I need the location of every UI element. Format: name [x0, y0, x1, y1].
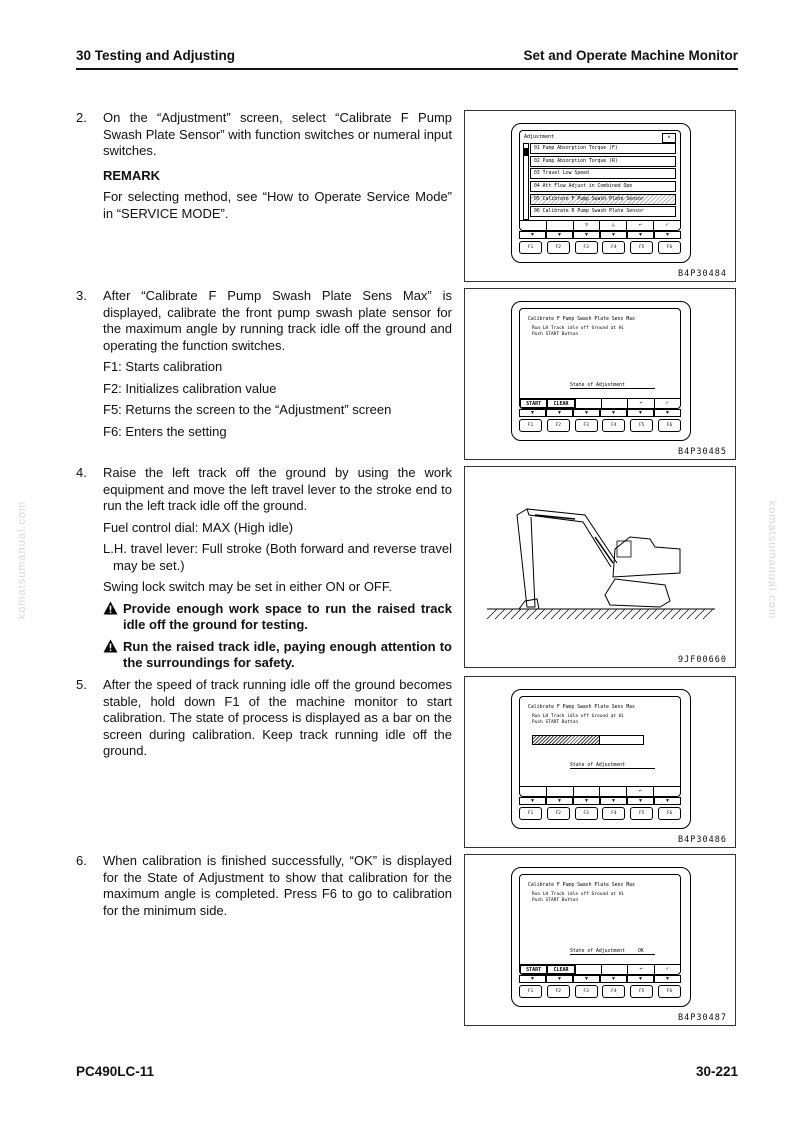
monitor-screen	[519, 308, 681, 409]
watermark-right: komatsumanual.com	[766, 500, 778, 620]
soft-key-row	[520, 964, 680, 974]
warning-icon	[103, 639, 118, 658]
step-text: Raise the left track off the ground by using the work equipment and move the left travel lever to the stroke end to run the left track idle off the ground.	[103, 465, 452, 513]
figure-code: 9JF00660	[678, 655, 727, 665]
clear-softkey: CLEAR	[547, 965, 574, 974]
travel-lever-setting: L.H. travel lever: Full stroke (Both forward and reverse travel may be set.)	[103, 541, 452, 573]
screen-title: Calibrate F Pump Swash Plate Sens Max	[528, 317, 635, 322]
figure-calibration-ok-screen	[464, 854, 736, 1026]
return-icon: ↩	[627, 399, 653, 408]
model-name: PC490LC-11	[76, 1064, 155, 1079]
monitor-screen	[519, 696, 681, 797]
remark-label: REMARK	[103, 167, 161, 183]
soft-key-row	[520, 220, 680, 230]
state-of-adjustment: State of Adjustment	[570, 763, 655, 769]
figure-calibrating-screen	[464, 676, 736, 848]
list-item: 03 Travel Low Speed	[530, 168, 676, 179]
function-keys	[519, 419, 681, 433]
check-icon: ✓	[654, 399, 680, 408]
down-icon: ▽	[573, 221, 600, 230]
excavator-illustration	[465, 467, 735, 647]
f5-desc: F5: Returns the screen to the “Adjustment” screen	[103, 402, 392, 417]
warning-text: Provide enough work space to run the raised track idle off the ground for testing.	[123, 600, 452, 632]
f6-key: F6	[658, 985, 681, 998]
fuel-dial-setting: Fuel control dial: MAX (High idle)	[103, 519, 294, 535]
warning-text: Run the raised track idle, paying enough attention to the surroundings for safety.	[123, 638, 452, 670]
calibration-progress-bar	[532, 735, 644, 745]
screen-title: Calibrate F Pump Swash Plate Sens Max	[528, 883, 635, 888]
monitor-screen	[519, 130, 681, 231]
f6-key: F6	[658, 807, 681, 820]
clear-softkey: CLEAR	[547, 399, 574, 408]
return-icon: ↩	[627, 965, 653, 974]
f6-key: F6	[658, 419, 681, 432]
step-number: 2.	[76, 110, 87, 125]
f3-key: F3	[575, 419, 598, 432]
start-softkey: START	[520, 399, 547, 408]
figure-code: B4P30486	[678, 835, 727, 845]
warning-icon	[103, 601, 118, 620]
step-number: 4.	[76, 465, 87, 480]
topic-title: Set and Operate Machine Monitor	[523, 48, 738, 63]
step-text: After “Calibrate F Pump Swash Plate Sens Max” is displayed, calibrate the front pump swash plate sensor for the maximum angle by running track idle off the ground and operating the function switches.	[103, 288, 452, 353]
f1-key: F1	[519, 807, 542, 820]
step-4	[76, 465, 452, 677]
figure-adjustment-screen	[464, 110, 736, 282]
f2-key: F2	[547, 419, 570, 432]
check-icon: ✓	[653, 221, 680, 230]
screen-title: Calibrate F Pump Swash Plate Sens Max	[528, 705, 635, 710]
up-icon: △	[599, 221, 626, 230]
screen-message: Run LH Track idle off Ground at Hi Push START Button	[532, 714, 625, 725]
figure-code: B4P30487	[678, 1013, 727, 1023]
figure-code: B4P30485	[678, 447, 727, 457]
check-icon: ✓	[654, 965, 680, 974]
screen-message: Run LH Track idle off Ground at Hi Push START Button	[532, 326, 625, 337]
function-keys	[519, 241, 681, 255]
f2-desc: F2: Initializes calibration value	[103, 380, 277, 396]
step-2	[76, 110, 452, 227]
f4-key: F4	[602, 807, 625, 820]
list-item-selected: 05 Calibrate F Pump Swash Plate Sensor	[530, 194, 676, 205]
f2-key: F2	[547, 241, 570, 254]
screen-title: Adjustment	[524, 134, 555, 140]
soft-key-row	[520, 786, 680, 796]
f5-key: F5	[630, 419, 653, 432]
warning-2	[103, 639, 452, 672]
f2-key: F2	[547, 985, 570, 998]
state-of-adjustment: State of Adjustment	[570, 949, 655, 955]
figure-code: B4P30484	[678, 269, 727, 279]
list-item: 02 Pump Absorption Torque (R)	[530, 156, 676, 167]
f6-key: F6	[658, 241, 681, 254]
progress-fill	[533, 736, 600, 744]
list-item: 04 Att Flow Adjust in Combined Ope	[530, 181, 676, 192]
machine-monitor: Adjustment ⚙ 01 Pump Absorption Torque (F) 02 Pump Absorption Torque (R) 03 Travel Low Speed 04 Att Flow Adjust in Combined Ope 05 Calibrate F Pump Swash Plate Sensor 06 Calibrate R Pump Swash Plate Sensor ▽ △ ↩ ✓ ▼ ▼ ▼ ▼ ▼ ▼ F1 F2 F3 F4 F5 F6	[511, 123, 691, 263]
start-softkey: START	[520, 965, 547, 974]
step-number: 3.	[76, 288, 87, 303]
machine-monitor: Calibrate F Pump Swash Plate Sens Max Run LH Track idle off Ground at Hi Push START Button State of Adjustment START CLEAR ↩ ✓ ▼ ▼ ▼ ▼ ▼ ▼ F1 F2 F3 F4 F5 F6	[511, 301, 691, 441]
return-icon: ↩	[626, 787, 653, 796]
scrollbar	[523, 143, 529, 220]
page-header	[76, 48, 738, 70]
f6-desc: F6: Enters the setting	[103, 423, 227, 439]
machine-monitor: Calibrate F Pump Swash Plate Sens Max Run LH Track idle off Ground at Hi Push START Button State of Adjustment ↩ ▼ ▼ ▼ ▼ ▼ ▼ F1 F2 F3 F4 F5 F6	[511, 689, 691, 829]
f5-key: F5	[630, 807, 653, 820]
warning-1	[103, 601, 452, 634]
figure-excavator	[464, 466, 736, 668]
function-keys	[519, 807, 681, 821]
swing-lock-note: Swing lock switch may be set in either ON or OFF.	[103, 579, 392, 594]
f1-desc: F1: Starts calibration	[103, 359, 223, 374]
remark-text: For selecting method, see “How to Operate Service Mode” in “SERVICE MODE”.	[103, 189, 452, 221]
f5-key: F5	[630, 241, 653, 254]
soft-key-row	[520, 398, 680, 408]
watermark-left: komatsumanual.com	[16, 500, 28, 620]
f4-key: F4	[602, 241, 625, 254]
f4-key: F4	[602, 419, 625, 432]
f1-key: F1	[519, 419, 542, 432]
f3-key: F3	[575, 241, 598, 254]
step-number: 6.	[76, 853, 87, 868]
page-number: 30-221	[695, 1064, 738, 1079]
step-number: 5.	[76, 677, 87, 692]
f1-key: F1	[519, 985, 542, 998]
service-mode-icon: ⚙	[662, 133, 676, 143]
state-of-adjustment: State of Adjustment	[570, 383, 655, 389]
f3-key: F3	[575, 807, 598, 820]
f1-key: F1	[519, 241, 542, 254]
step-5	[76, 677, 452, 765]
step-text: On the “Adjustment” screen, select “Calibrate F Pump Swash Plate Sensor” with function switches or numeral input switches.	[103, 110, 452, 158]
state-ok: OK	[638, 949, 644, 954]
f5-key: F5	[630, 985, 653, 998]
f3-key: F3	[575, 985, 598, 998]
figure-calibrate-screen	[464, 288, 736, 460]
step-text: When calibration is finished successfully, “OK” is displayed for the State of Adjustment to show that calibration for the maximum angle is completed. Press F6 to go to calibration for the minimum side.	[103, 853, 452, 918]
step-3	[76, 288, 452, 445]
list-item: 01 Pump Absorption Torque (F)	[530, 143, 676, 154]
step-text: After the speed of track running idle off the ground becomes stable, hold down F1 of the machine monitor to start calibration. The state of process is displayed as a bar on the screen during calibration. Keep track running idle off the ground.	[103, 677, 452, 758]
step-6	[76, 853, 452, 924]
machine-monitor: Calibrate F Pump Swash Plate Sens Max Run LH Track idle off Ground at Hi Push START Button State of Adjustment OK START CLEAR ↩ ✓ ▼ ▼ ▼ ▼ ▼ ▼ F1 F2 F3 F4 F5 F6	[511, 867, 691, 1007]
monitor-screen	[519, 874, 681, 975]
section-title: 30 Testing and Adjusting	[76, 48, 236, 63]
list-item: 06 Calibrate R Pump Swash Plate Sensor	[530, 206, 676, 217]
screen-message: Run LH Track idle off Ground at Hi Push START Button	[532, 892, 625, 903]
adjustment-list	[530, 143, 676, 219]
function-keys	[519, 985, 681, 999]
f4-key: F4	[602, 985, 625, 998]
return-icon: ↩	[626, 221, 653, 230]
f2-key: F2	[547, 807, 570, 820]
